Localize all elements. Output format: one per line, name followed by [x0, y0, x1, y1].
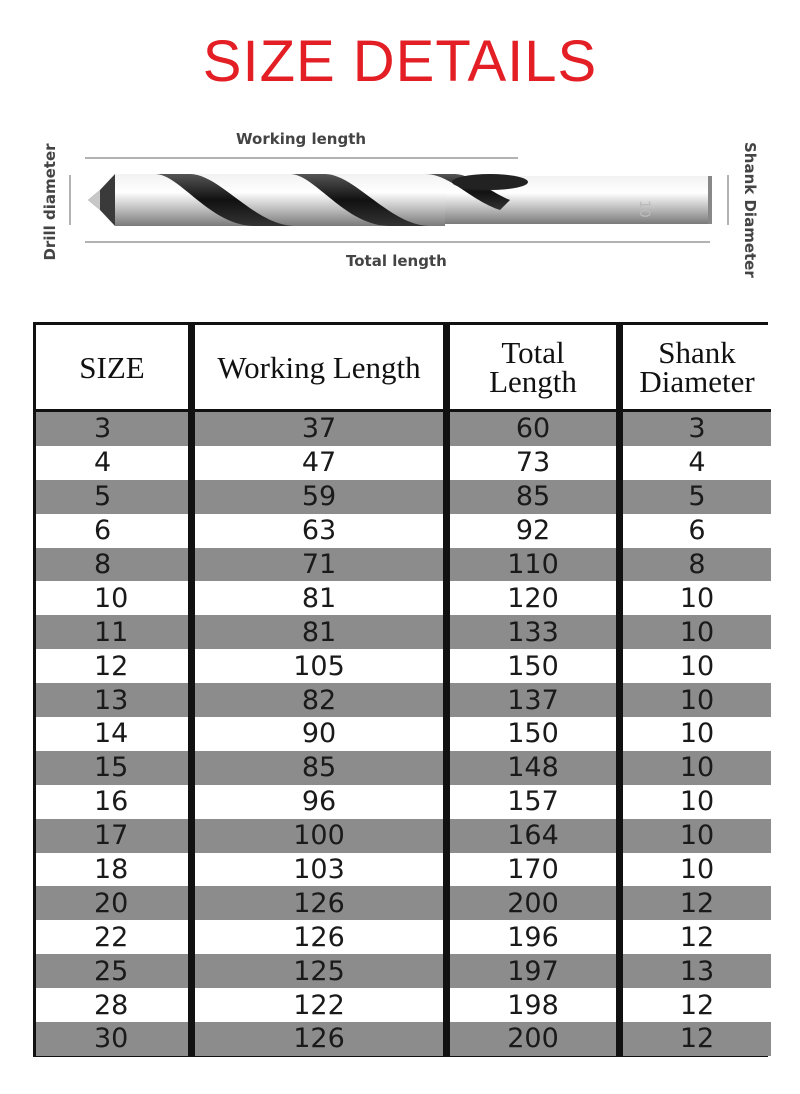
- table-cell: 92: [515, 515, 551, 547]
- table-cell: 17: [36, 819, 188, 853]
- table-cell: 196: [507, 921, 559, 953]
- table-cell: 200: [450, 1022, 616, 1056]
- table-cell: 10: [679, 650, 715, 682]
- table-cell: 150: [507, 650, 559, 682]
- table-cell: 63: [301, 515, 337, 547]
- table-cell: 71: [195, 548, 443, 582]
- table-cell: 81: [301, 582, 337, 614]
- table-cell: 37: [195, 412, 443, 446]
- table-cell: 150: [507, 718, 559, 750]
- table-cell: 12: [679, 989, 715, 1021]
- table-cell: 10: [623, 683, 771, 717]
- table-cell: 126: [195, 1022, 443, 1056]
- table-cell: 13: [36, 683, 188, 717]
- table-cell: 148: [450, 751, 616, 785]
- column-shank-diameter: [623, 325, 771, 1056]
- table-cell: 126: [293, 921, 345, 953]
- header-size: SIZE: [36, 325, 188, 412]
- table-cell: 96: [301, 786, 337, 818]
- size-table: [33, 322, 768, 1057]
- table-cell: 11: [36, 615, 188, 649]
- table-cell: 82: [195, 683, 443, 717]
- table-cell: 103: [293, 854, 345, 886]
- table-cell: 73: [515, 447, 551, 479]
- table-cell: 25: [36, 954, 188, 988]
- column-size: [36, 325, 188, 1056]
- table-cell: 81: [195, 615, 443, 649]
- table-cell: 5: [623, 480, 771, 514]
- table-cell: 125: [195, 954, 443, 988]
- working-length-label: Working length: [236, 130, 367, 148]
- drill-diameter-label: Drill diameter: [41, 143, 59, 261]
- table-cell: 10: [679, 854, 715, 886]
- table-cell: 10: [623, 615, 771, 649]
- table-cell: 100: [195, 819, 443, 853]
- table-cell: 8: [36, 548, 188, 582]
- table-cell: 12: [679, 921, 715, 953]
- table-cell: 47: [301, 447, 337, 479]
- table-cell: 90: [301, 718, 337, 750]
- table-cell: 110: [450, 548, 616, 582]
- table-cell: 198: [507, 989, 559, 1021]
- header-working-length: Working Length: [195, 325, 443, 412]
- table-cell: 6: [94, 515, 112, 547]
- table-cell: 3: [623, 412, 771, 446]
- table-cell: 13: [623, 954, 771, 988]
- table-cell: 170: [507, 854, 559, 886]
- shank-diameter-label: Shank Diameter: [741, 142, 759, 278]
- table-cell: 164: [450, 819, 616, 853]
- table-cell: 22: [94, 921, 129, 953]
- table-cell: 16: [94, 786, 129, 818]
- table-cell: 18: [94, 854, 129, 886]
- table-cell: 126: [195, 886, 443, 920]
- table-cell: 10: [94, 582, 129, 614]
- table-cell: 157: [507, 786, 559, 818]
- column-total-length: [450, 325, 616, 1056]
- total-length-label: Total length: [346, 252, 447, 270]
- table-cell: 60: [450, 412, 616, 446]
- table-cell: 133: [450, 615, 616, 649]
- table-cell: 4: [688, 447, 706, 479]
- table-cell: 5: [36, 480, 188, 514]
- header-total-length: Total Length: [450, 325, 616, 412]
- table-cell: 20: [36, 886, 188, 920]
- table-cell: 12: [623, 1022, 771, 1056]
- table-cell: 59: [195, 480, 443, 514]
- table-cell: 28: [94, 989, 129, 1021]
- table-cell: 6: [688, 515, 706, 547]
- header-shank-diameter: Shank Diameter: [623, 325, 771, 412]
- table-cell: 122: [293, 989, 345, 1021]
- table-cell: 30: [36, 1022, 188, 1056]
- table-cell: 3: [36, 412, 188, 446]
- table-cell: 10: [623, 819, 771, 853]
- table-cell: 4: [94, 447, 112, 479]
- table-cell: 85: [195, 751, 443, 785]
- page-title: SIZE DETAILS: [202, 29, 598, 94]
- table-cell: 8: [623, 548, 771, 582]
- table-cell: 120: [507, 582, 559, 614]
- table-cell: 10: [679, 786, 715, 818]
- table-cell: 105: [293, 650, 345, 682]
- table-cell: 12: [94, 650, 129, 682]
- table-cell: 200: [450, 886, 616, 920]
- table-cell: 10: [679, 718, 715, 750]
- table-cell: 15: [36, 751, 188, 785]
- shank-marking: 10: [636, 200, 652, 218]
- table-cell: 12: [623, 886, 771, 920]
- table-cell: 14: [94, 718, 129, 750]
- column-working-length: [195, 325, 443, 1056]
- table-cell: 197: [450, 954, 616, 988]
- table-cell: 85: [450, 480, 616, 514]
- table-cell: 10: [623, 751, 771, 785]
- drill-bit-diagram: [60, 150, 740, 250]
- table-cell: 137: [450, 683, 616, 717]
- table-cell: 10: [679, 582, 715, 614]
